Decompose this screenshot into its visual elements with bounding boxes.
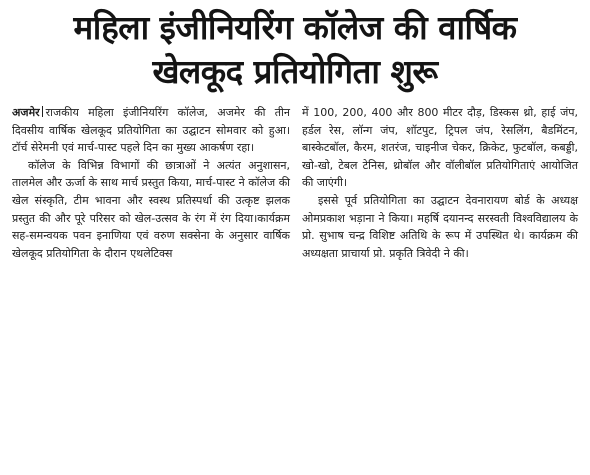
article-column-left bbox=[12, 104, 290, 262]
article-column-right bbox=[302, 104, 578, 262]
article-paragraph-1 bbox=[12, 104, 290, 157]
article-paragraph-2: कॉलेज के विभिन्न विभागों की छात्राओं ने अत्यंत अनुशासन, तालमेल और ऊर्जा के साथ मार्च प्रस्तुत किया, मार्च-पास्ट ने कॉलेज की खेल संस्कृति, टीम भावना और स्वस्थ प्रतिस्पर्धा की उत्कृष्ट झलक प्रस्तुत की और पूरे परिसर को खेल-उत्सव के रंग में रंग दिया।कार्यक्रम सह-समन्वयक पवन इनाणिया एवं वरुण सक्सेना के अनुसार वार्षिक खेलकूद प्रतियोगिता के दौरान एथलेटिक्स bbox=[12, 158, 290, 260]
headline-line-2: खेलकूद प्रतियोगिता शुरू bbox=[152, 52, 438, 91]
headline-line-1: महिला इंजीनियरिंग कॉलेज की वार्षिक bbox=[73, 8, 517, 47]
article-paragraph-2-continued: में 100, 200, 400 और 800 मीटर दौड़, डिस्कस थ्रो, हाई जंप, हर्डल रेस, लॉन्ग जंप, शॉटपुट, ट्रिपल जंप, रेसलिंग, बैडमिंटन, बास्केटबॉल, कैरम, शतरंज, चाइनीज चेकर, क्रिकेट, फुटबॉल, कबड्डी, खो-खो, टेबल टेनिस, थ्रोबॉल और वॉलीबॉल प्रतियोगिताएं आयोजित की जाएंगी। bbox=[302, 106, 578, 190]
dateline-separator bbox=[42, 106, 43, 117]
headline bbox=[0, 6, 590, 94]
dateline: अजमेर bbox=[12, 106, 40, 119]
paragraph-1-text: राजकीय महिला इंजीनियरिंग कॉलेज, अजमेर की तीन दिवसीय वार्षिक खेलकूद प्रतियोगिता का उद्घाटन सोमवार को हुआ। टॉर्च सेरेमनी एवं मार्च-पास्ट पहले दिन का मुख्य आकर्षण रहा। bbox=[12, 106, 290, 155]
article-paragraph-3: इससे पूर्व प्रतियोगिता का उद्घाटन देवनारायण बोर्ड के अध्यक्ष ओमप्रकाश भड़ाना ने किया। महर्षि दयानन्द सरस्वती विश्वविद्यालय के प्रो. सुभाष चन्द्र विशिष्ट अतिथि के रूप में उपस्थित थे। कार्यक्रम की अध्यक्षता प्राचार्या प्रो. प्रकृति त्रिवेदी ने की। bbox=[302, 193, 578, 260]
